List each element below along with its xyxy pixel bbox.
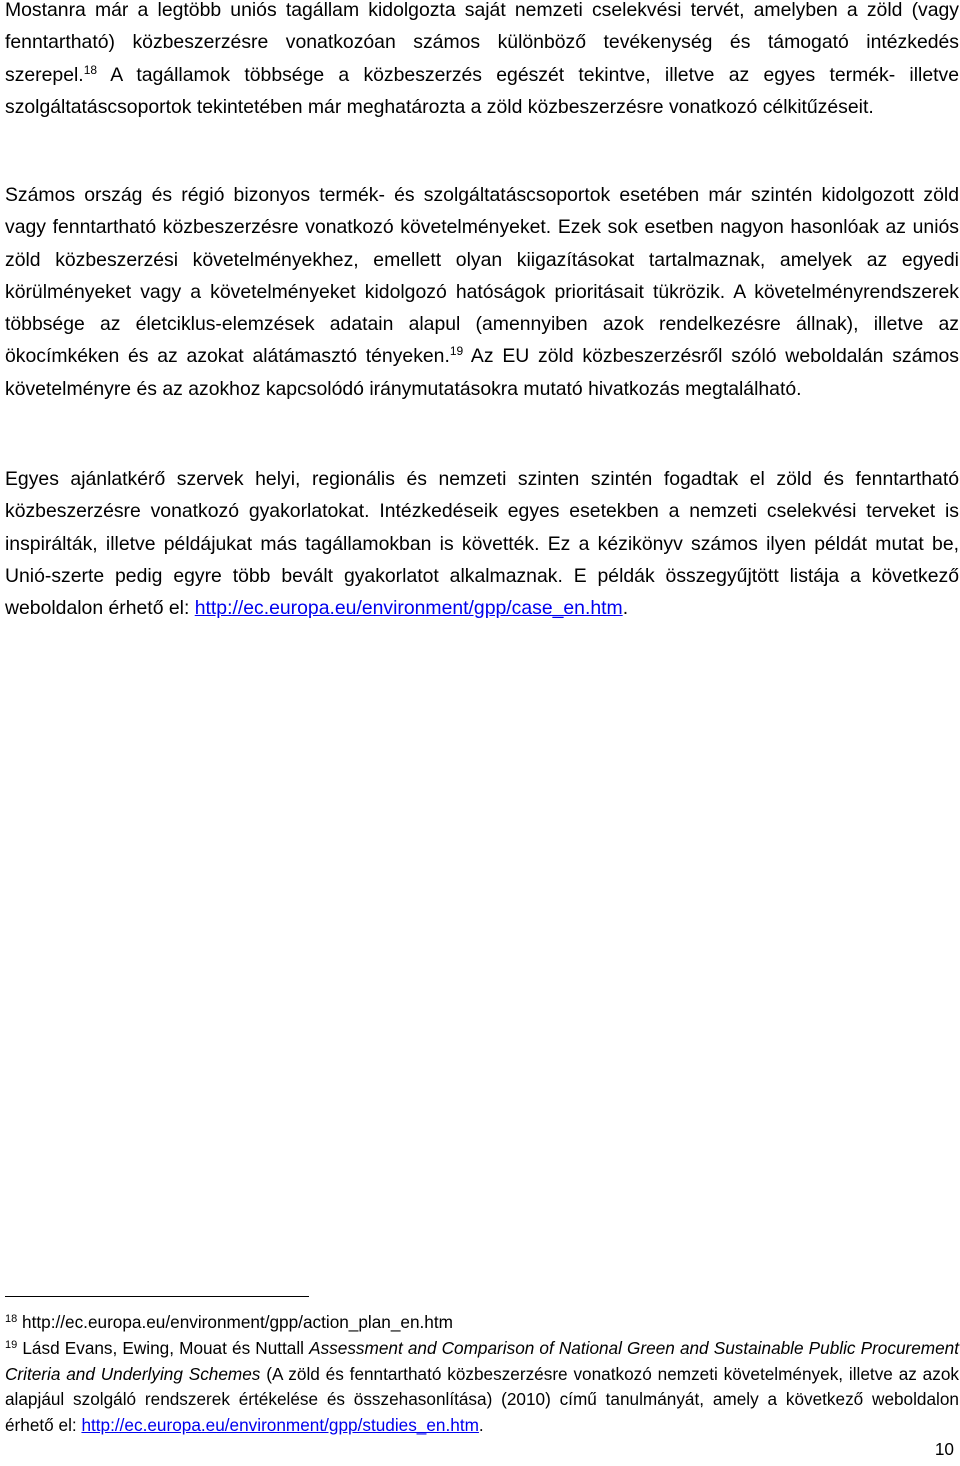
paragraph-text: Az EU zöld közbeszerzésről szóló weboldalán számos követelményre és az azokhoz kapcsolódó iránymutatásokra mutató hivatkozás megtalálható. bbox=[5, 345, 960, 400]
paragraph-text: Egyes ajánlatkérő szervek helyi, regionális és nemzeti szinten szintén fogadtak el zöld és fenntartható közbeszerzésre vonatkozó gyakorlatokat. Intézkedéseik egyes esetekben a nemzeti cselekvési terveket is inspirálták, illetve példájukat más tagállamokban is követték. Ez a kézikönyv számos ilyen példát mutat be, Unió-szerte pedig egyre több bevált gyakorlatot alkalmaznak. E példák összegyűjtött listája a következő weboldalon érhető el: bbox=[5, 468, 959, 620]
paragraph-good-practices bbox=[5, 463, 959, 624]
footnote-18 bbox=[5, 1310, 959, 1336]
footnote-text: (A zöld és fenntartható közbeszerzésre vonatkozó nemzeti követelmények, illetve az azok alapjául szolgáló rendszerek értékelése és összehasonlítása) (2010) című tanulmányát, amely a következő weboldalon érhető el: bbox=[5, 1363, 959, 1436]
footnote-text: http://ec.europa.eu/environment/gpp/action_plan_en.htm bbox=[17, 1312, 453, 1332]
footnote-separator bbox=[5, 1296, 309, 1297]
footnote-19 bbox=[5, 1336, 959, 1439]
footnote-number: 19 bbox=[5, 1338, 18, 1351]
footnote-number: 18 bbox=[5, 1313, 18, 1325]
footnote-text: Lásd Evans, Ewing, Mouat és Nuttall bbox=[17, 1337, 310, 1358]
footnote-reference-18[interactable]: 18 bbox=[83, 62, 98, 77]
studies-link[interactable]: http://ec.europa.eu/environment/gpp/studies_en.htm bbox=[81, 1415, 479, 1436]
footnote-text: . bbox=[478, 1415, 484, 1436]
study-title: Assessment and Comparison of National Green and Sustainable Public Procurement Criteria and Underlying Schemes bbox=[5, 1337, 959, 1384]
paragraph-text: . bbox=[622, 597, 629, 620]
case-studies-link[interactable]: http://ec.europa.eu/environment/gpp/case_en.htm bbox=[194, 597, 623, 620]
paragraph-text: A tagállamok többsége a közbeszerzés egészét tekintve, illetve az egyes termék- illetve szolgáltatáscsoportok tekintetében már meghatározta a zöld közbeszerzésre vonatkozó célkitűzéseit. bbox=[5, 63, 959, 118]
footnotes bbox=[5, 1310, 959, 1439]
page-number: 10 bbox=[934, 1439, 954, 1459]
paragraph-text: Mostanra már a legtöbb uniós tagállam kidolgozta saját nemzeti cselekvési tervét, amelyben a zöld (vagy fenntartható) közbeszerzésre vonatkozóan számos különböző tevékenység és támogató intézkedés szerepel. bbox=[5, 0, 959, 86]
paragraph-national-action-plans bbox=[5, 0, 959, 123]
paragraph-criteria bbox=[5, 179, 959, 405]
footnote-reference-19[interactable]: 19 bbox=[449, 344, 464, 359]
paragraph-text: Számos ország és régió bizonyos termék- és szolgáltatáscsoportok esetében már szintén kidolgozott zöld vagy fenntartható közbeszerzésre vonatkozó követelményeket. Ezek sok esetben nagyon hasonlóak az uniós zöld közbeszerzési követelményekhez, emellett olyan kiigazításokat tartalmaznak, amelyek az egyedi körülményeket vagy a követelményeket kidolgozó hatóságok prioritásait tükrözik. A követelményrendszerek többsége az életciklus-elemzések adatain alapul (amennyiben azok rendelkezésre állnak), illetve az ökocímkéken és az azokat alátámasztó tényeken. bbox=[5, 184, 959, 368]
